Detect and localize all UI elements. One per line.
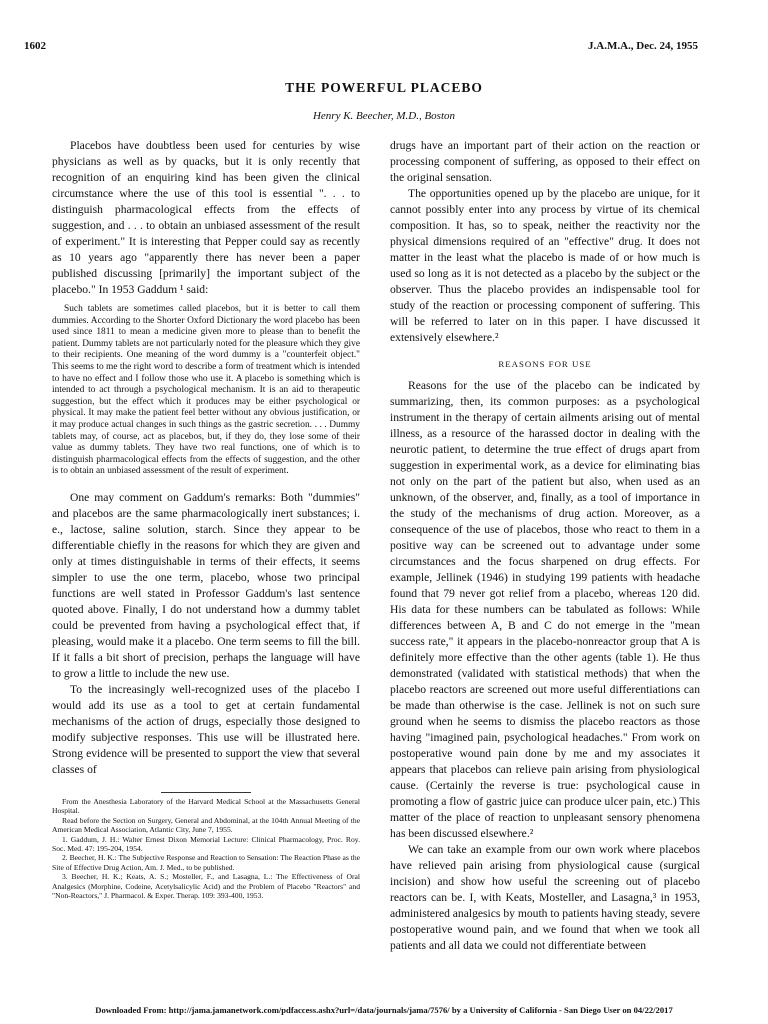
footnote-divider bbox=[161, 792, 251, 793]
body-paragraph: To the increasingly well-recognized uses of the placebo I would add its use as a tool to get at certain fundamental mechanisms of the action of drugs, especially those designed to modify subjective responses. This use will be illustrated here. Strong evidence will be presented to support the view that several classes of bbox=[52, 682, 360, 776]
section-heading: REASONS FOR USE bbox=[498, 359, 592, 369]
running-header bbox=[24, 40, 698, 56]
footnote: 2. Beecher, H. K.: The Subjective Response and Reaction to Sensation: The Reaction Phase as the Site of Effective Drug Action, Am. J. Med., to be published. bbox=[52, 853, 360, 872]
page-number: 1602 bbox=[24, 40, 46, 52]
right-column bbox=[390, 138, 700, 954]
download-notice: Downloaded From: http://jama.jamanetwork.com/pdfaccess.ashx?url=/data/journals/jama/7576/ by a University of California - San Diego User on 04/22/2017 bbox=[95, 1005, 673, 1015]
footnote: 3. Beecher, H. K.; Keats, A. S.; Mosteller, F., and Lasagna, L.: The Effectiveness of Oral Analgesics (Morphine, Codeine, Acetylsalicylic Acid) and the Problem of Placebo "Reactors" and "Non-Reactors," J. Pharmacol. & Exper. Therap. 109: 393-400, 1953. bbox=[52, 872, 360, 900]
footnote: 1. Gaddum, J. H.: Walter Ernest Dixon Memorial Lecture: Clinical Pharmacology, Proc. Roy. Soc. Med. 47: 195-204, 1954. bbox=[52, 834, 360, 853]
body-paragraph: Placebos have doubtless been used for centuries by wise physicians as well as by quacks, but it is only recently that recognition of an enquiring kind has been given the clinical circumstance where the use of this tool is essential ". . . to distinguish pharmacological effects from the effects of suggestion, and . . . to obtain an unbiased assessment of the result of experiment." It is interesting that Pepper could say as recently as 10 years ago "apparently there has never been a paper published discussing [primarily] the important subject of the placebo." In 1953 Gaddum ¹ said: bbox=[52, 139, 360, 296]
body-paragraph: One may comment on Gaddum's remarks: Both "dummies" and placebos are the same pharmacologically inert substances; i. e., lactose, saline solution, starch. Since they appear to be differentiable chiefly in the reasons for which they are given and only at times distinguishable in terms of their effects, it seems simpler to use the one term, placebo, whose two principal functions are well stated in Professor Gaddum's last sentence quoted above. Finally, I do not understand how a dummy tablet could be prevented from having a psychological effect that, if pleasing, would make it a placebo. One term seems to fill the bill. If it falls a bit short of precision, perhaps the language will have to grow a little to include the new use. bbox=[52, 490, 360, 680]
body-paragraph: Reasons for the use of the placebo can be indicated by summarizing, then, its common purposes: as a psychological instrument in the therapy of certain ailments arising out of mental illness, as a resource of the harassed doctor in dealing with the neurotic patient, to determine the true effect of drugs apart from suggestion in experimental work, as a device for eliminating bias not only on the part of the patient but also, when used as an unknown, of the observer, and, finally, as a tool of importance in the study of the mechanisms of drug action. Moreover, as a consequence of the use of placebos, those who react to them in a positive way can be screened out to advantage under some circumstances and the focus sharpened on drug effects. For example, Jellinek (1946) in studying 199 patients with headache found that 79 never got relief from a placebo, whereas 120 did. His data for these numbers can be tabulated as follows: While differences between A, B and C do not emerge in the "mean success rate," it appears in the placebo-nonreactor group that A is definitely more effective than the other agents (table 1). He thus demonstrated (validated with statistical methods) that when the placebo reactors are screened out more useful differentiations can be made than otherwise is the case. Jellinek is not on such sure ground when he seems to dismiss the placebo reactors as those having "imagined pain, psychological headaches." From work on postoperative wound pain done by me and my associates it appears that placebos can relieve pain arising from physiological cause. (Certainly the reverse is true: psychological cause in promoting a flow of gastric juice can produce ulcer pain, etc.) This matter of the place of reaction to unpleasant sensory phenomena has been discussed elsewhere.² bbox=[390, 379, 700, 840]
body-paragraph: The opportunities opened up by the placebo are unique, for it cannot possibly enter into any process by virtue of its chemical composition. It has, so to speak, neither the reactivity nor the physical dimensions required of an "effective" drug. It does not matter in the least what the placebo is made of or how much is used so long as it is not detected as a placebo by the subject or the observer. Thus the placebo provides an indispensable tool for study of the reaction or processing component of suffering. This will be referred to later on in this paper. I have discussed it extensively elsewhere.² bbox=[390, 187, 700, 344]
left-column bbox=[52, 138, 360, 900]
article-title: THE POWERFUL PLACEBO bbox=[285, 80, 483, 95]
footnote: From the Anesthesia Laboratory of the Harvard Medical School at the Massachusetts General Hospital. bbox=[52, 796, 360, 816]
block-quote: Such tablets are sometimes called placebos, but it is better to call them dummies. According to the Shorter Oxford Dictionary the word placebo has been used since 1811 to mean a medicine given more to please than to benefit the patient. Dummy tablets are not particularly noted for the pleasure which they give to their recipients. One meaning of the word dummy is a "counterfeit object." This seems to me the right word to describe a form of treatment which is intended to have no effect and I follow those who use it. A placebo is something which is intended to act through a psychological mechanism. It is an aid to therapeutic suggestion, but the effect which it produces may be either psychological or physical. It may make the patient feel better without any obvious justification, or it may produce actual changes in such things as the gastric secretion. . . . Dummy tablets may, of course, act as placebos, but, if they do, they lose some of their value as dummy tablets. They have two real functions, one of which is to distinguish pharmacological effects from the effects of suggestion, and the other is to obtain an unbiased assessment of the result of experiment. bbox=[52, 304, 360, 477]
article-author: Henry K. Beecher, M.D., Boston bbox=[312, 110, 456, 122]
footnote: Read before the Section on Surgery, General and Abdominal, at the 104th Annual Meeting of the American Medical Association, Atlantic City, June 7, 1955. bbox=[52, 815, 360, 835]
body-paragraph: drugs have an important part of their action on the reaction or processing component of suffering, as opposed to their effect on the original sensation. bbox=[390, 139, 700, 184]
footnotes bbox=[52, 797, 360, 900]
journal-reference: J.A.M.A., Dec. 24, 1955 bbox=[588, 40, 698, 52]
body-paragraph: We can take an example from our own work where placebos have relieved pain arising from physiological cause (surgical incision) and show how useful the screening out of placebo reactors can be. I, with Keats, Mosteller, and Lasagna,³ in 1953, administered analgesics by mouth to patients having steady, severe postoperative wound pain, and we found that when we took all patients and all data we could not differentiate between bbox=[390, 843, 700, 952]
